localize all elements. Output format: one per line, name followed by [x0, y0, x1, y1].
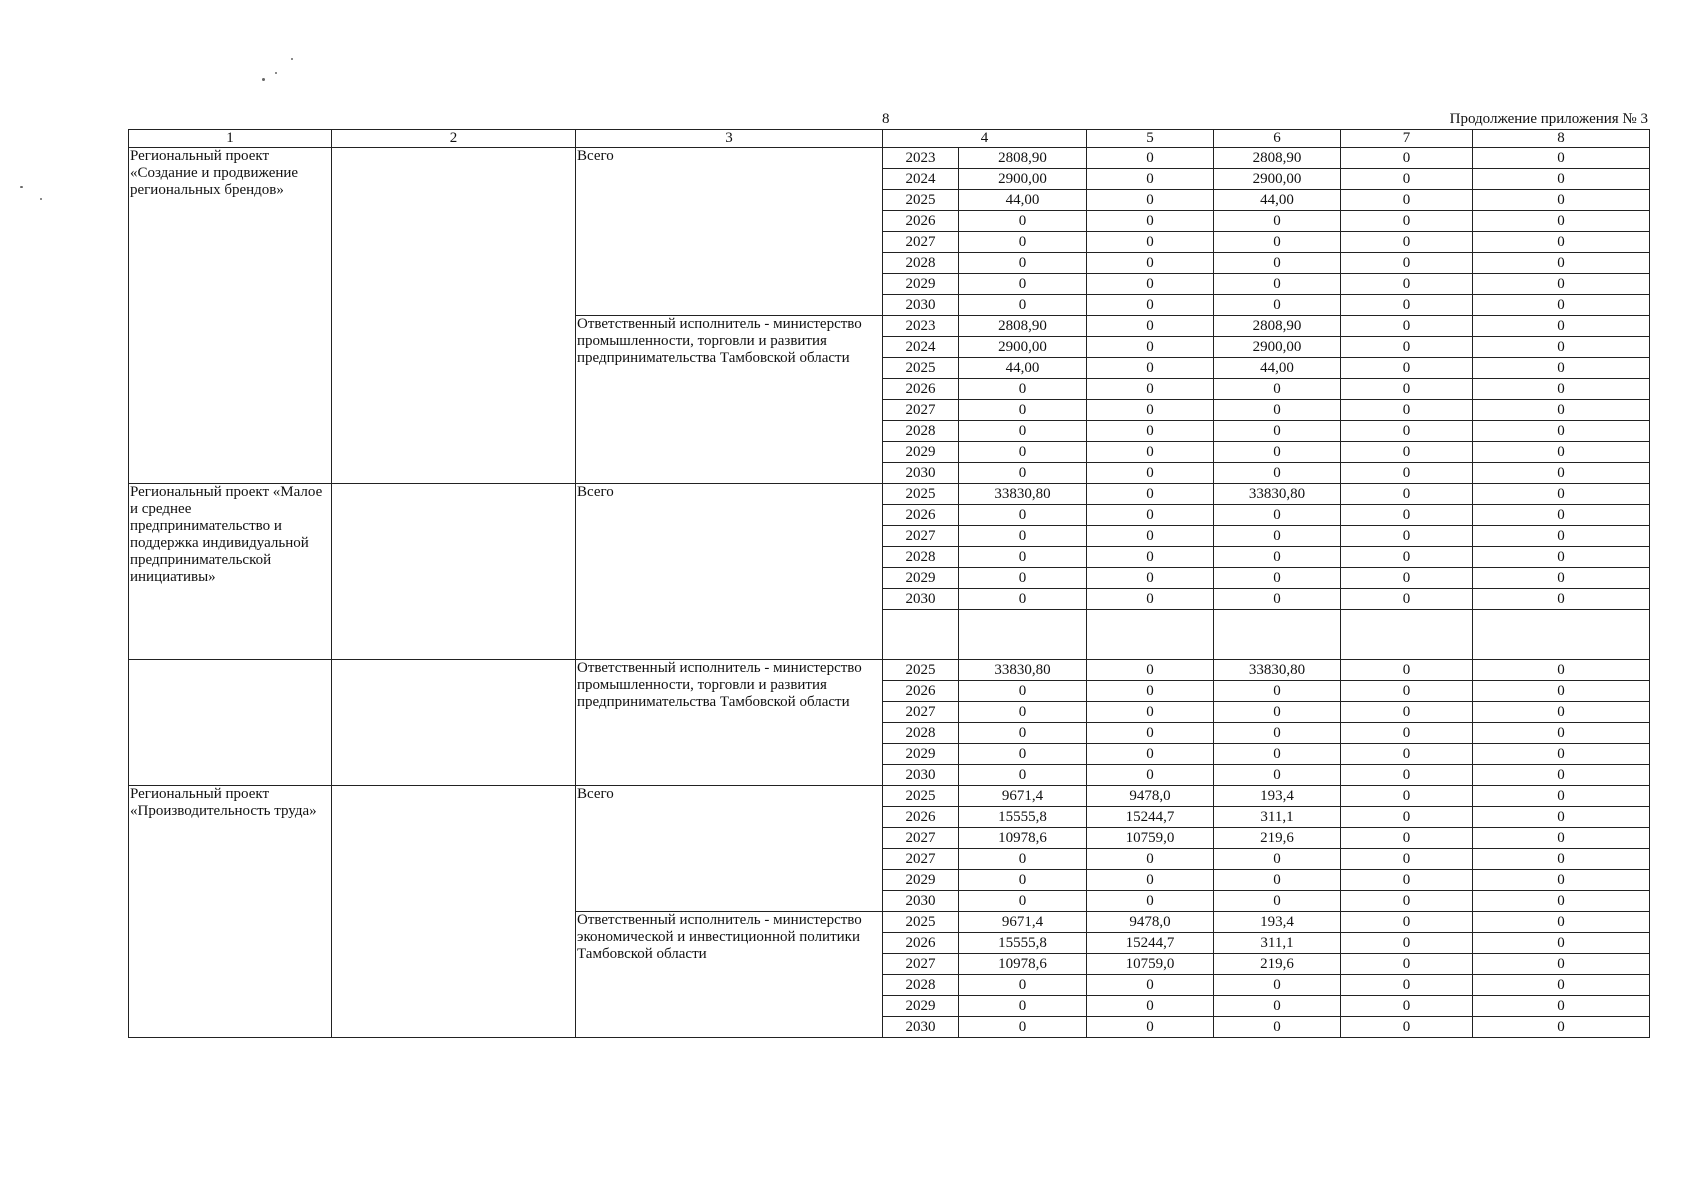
- regional-cell: 0: [1214, 996, 1341, 1017]
- page-number: 8: [882, 111, 890, 127]
- regional-cell: 0: [1214, 702, 1341, 723]
- other-cell: 0: [1473, 589, 1650, 610]
- total-cell: 0: [959, 975, 1087, 996]
- regional-cell: 0: [1214, 681, 1341, 702]
- other-cell: 0: [1473, 870, 1650, 891]
- federal-cell: 0: [1087, 358, 1214, 379]
- total-cell: 0: [959, 295, 1087, 316]
- total-cell: 0: [959, 849, 1087, 870]
- year-cell: 2027: [883, 828, 959, 849]
- regional-cell: 219,6: [1214, 828, 1341, 849]
- year-cell: 2026: [883, 505, 959, 526]
- column-2-cell: [332, 786, 576, 1038]
- empty-cell: [1341, 610, 1473, 660]
- year-cell: 2030: [883, 589, 959, 610]
- table-row: [129, 786, 1650, 807]
- local-cell: 0: [1341, 954, 1473, 975]
- regional-cell: 2808,90: [1214, 316, 1341, 337]
- year-cell: 2026: [883, 211, 959, 232]
- local-cell: 0: [1341, 589, 1473, 610]
- total-cell: 0: [959, 744, 1087, 765]
- other-cell: 0: [1473, 996, 1650, 1017]
- year-cell: 2030: [883, 463, 959, 484]
- regional-cell: 2900,00: [1214, 169, 1341, 190]
- regional-cell: 0: [1214, 505, 1341, 526]
- local-cell: 0: [1341, 975, 1473, 996]
- regional-cell: 0: [1214, 568, 1341, 589]
- total-cell: 0: [959, 505, 1087, 526]
- project-name-cell: Региональный проект «Малое и среднее предпринимательство и поддержка индивидуальной предпринимательской инициативы»: [129, 484, 332, 660]
- year-cell: 2027: [883, 400, 959, 421]
- federal-cell: 10759,0: [1087, 828, 1214, 849]
- total-cell: 9671,4: [959, 912, 1087, 933]
- federal-cell: 0: [1087, 975, 1214, 996]
- other-cell: 0: [1473, 660, 1650, 681]
- total-cell: 33830,80: [959, 660, 1087, 681]
- total-cell: 10978,6: [959, 954, 1087, 975]
- federal-cell: 15244,7: [1087, 807, 1214, 828]
- scan-speck: [20, 186, 23, 188]
- total-cell: 0: [959, 547, 1087, 568]
- regional-cell: 0: [1214, 891, 1341, 912]
- regional-cell: 0: [1214, 232, 1341, 253]
- table-body: [129, 148, 1650, 1038]
- other-cell: 0: [1473, 828, 1650, 849]
- other-cell: 0: [1473, 568, 1650, 589]
- total-cell: 0: [959, 211, 1087, 232]
- total-cell: 2808,90: [959, 316, 1087, 337]
- local-cell: 0: [1341, 744, 1473, 765]
- executor-cell: Ответственный исполнитель - министерство промышленности, торговли и развития предпринимательства Тамбовской области: [576, 316, 883, 484]
- local-cell: 0: [1341, 723, 1473, 744]
- header-col-8: 8: [1473, 130, 1650, 148]
- column-number-row: [129, 130, 1650, 148]
- local-cell: 0: [1341, 211, 1473, 232]
- other-cell: 0: [1473, 442, 1650, 463]
- federal-cell: 0: [1087, 660, 1214, 681]
- total-cell: 10978,6: [959, 828, 1087, 849]
- scan-speck: [275, 72, 277, 74]
- total-cell: 0: [959, 702, 1087, 723]
- federal-cell: 0: [1087, 526, 1214, 547]
- other-cell: 0: [1473, 295, 1650, 316]
- year-cell: 2024: [883, 169, 959, 190]
- local-cell: 0: [1341, 505, 1473, 526]
- year-cell: 2026: [883, 807, 959, 828]
- federal-cell: 0: [1087, 295, 1214, 316]
- total-cell: 0: [959, 723, 1087, 744]
- regional-cell: 0: [1214, 421, 1341, 442]
- total-cell: 0: [959, 681, 1087, 702]
- local-cell: 0: [1341, 358, 1473, 379]
- other-cell: 0: [1473, 744, 1650, 765]
- other-cell: 0: [1473, 505, 1650, 526]
- total-cell: 0: [959, 274, 1087, 295]
- year-cell: 2023: [883, 148, 959, 169]
- other-cell: 0: [1473, 253, 1650, 274]
- federal-cell: 0: [1087, 253, 1214, 274]
- year-cell: 2025: [883, 912, 959, 933]
- federal-cell: 0: [1087, 702, 1214, 723]
- federal-cell: 0: [1087, 379, 1214, 400]
- regional-cell: 33830,80: [1214, 484, 1341, 505]
- year-cell: 2030: [883, 765, 959, 786]
- federal-cell: 0: [1087, 463, 1214, 484]
- header-col-4: 4: [883, 130, 1087, 148]
- federal-cell: 0: [1087, 190, 1214, 211]
- local-cell: 0: [1341, 870, 1473, 891]
- empty-cell: [883, 610, 959, 660]
- year-cell: 2024: [883, 337, 959, 358]
- other-cell: 0: [1473, 274, 1650, 295]
- local-cell: 0: [1341, 316, 1473, 337]
- empty-cell: [1214, 610, 1341, 660]
- local-cell: 0: [1341, 274, 1473, 295]
- local-cell: 0: [1341, 849, 1473, 870]
- other-cell: 0: [1473, 232, 1650, 253]
- regional-cell: 0: [1214, 400, 1341, 421]
- federal-cell: 0: [1087, 870, 1214, 891]
- other-cell: 0: [1473, 933, 1650, 954]
- year-cell: 2026: [883, 681, 959, 702]
- regional-cell: 0: [1214, 870, 1341, 891]
- year-cell: 2027: [883, 702, 959, 723]
- regional-cell: 0: [1214, 211, 1341, 232]
- regional-cell: 311,1: [1214, 933, 1341, 954]
- year-cell: 2026: [883, 379, 959, 400]
- federal-cell: 0: [1087, 681, 1214, 702]
- total-cell: 0: [959, 379, 1087, 400]
- local-cell: 0: [1341, 169, 1473, 190]
- year-cell: 2028: [883, 723, 959, 744]
- year-cell: 2029: [883, 442, 959, 463]
- executor-cell: Ответственный исполнитель - министерство экономической и инвестиционной политики Тамбовской области: [576, 912, 883, 1038]
- total-cell: 44,00: [959, 190, 1087, 211]
- other-cell: 0: [1473, 723, 1650, 744]
- local-cell: 0: [1341, 337, 1473, 358]
- year-cell: 2027: [883, 526, 959, 547]
- total-cell: 0: [959, 568, 1087, 589]
- other-cell: 0: [1473, 807, 1650, 828]
- year-cell: 2028: [883, 253, 959, 274]
- header-col-2: 2: [332, 130, 576, 148]
- local-cell: 0: [1341, 526, 1473, 547]
- federal-cell: 0: [1087, 891, 1214, 912]
- year-cell: 2029: [883, 274, 959, 295]
- year-cell: 2029: [883, 870, 959, 891]
- header-col-6: 6: [1214, 130, 1341, 148]
- regional-cell: 44,00: [1214, 358, 1341, 379]
- year-cell: 2029: [883, 568, 959, 589]
- total-cell: 0: [959, 421, 1087, 442]
- total-cell: 0: [959, 870, 1087, 891]
- year-cell: 2027: [883, 232, 959, 253]
- other-cell: 0: [1473, 912, 1650, 933]
- federal-cell: 9478,0: [1087, 912, 1214, 933]
- year-cell: 2028: [883, 547, 959, 568]
- local-cell: 0: [1341, 891, 1473, 912]
- project-name-cell: Региональный проект «Производительность труда»: [129, 786, 332, 1038]
- total-cell: 0: [959, 765, 1087, 786]
- local-cell: 0: [1341, 681, 1473, 702]
- federal-cell: 0: [1087, 484, 1214, 505]
- local-cell: 0: [1341, 190, 1473, 211]
- year-cell: 2026: [883, 933, 959, 954]
- total-cell: 0: [959, 1017, 1087, 1038]
- financing-table: [128, 129, 1650, 1038]
- regional-cell: 0: [1214, 442, 1341, 463]
- other-cell: 0: [1473, 421, 1650, 442]
- other-cell: 0: [1473, 547, 1650, 568]
- federal-cell: 0: [1087, 568, 1214, 589]
- total-cell: 0: [959, 232, 1087, 253]
- regional-cell: 0: [1214, 547, 1341, 568]
- regional-cell: 0: [1214, 975, 1341, 996]
- federal-cell: 0: [1087, 274, 1214, 295]
- table-row: [129, 148, 1650, 169]
- total-cell: 0: [959, 891, 1087, 912]
- regional-cell: 0: [1214, 526, 1341, 547]
- other-cell: 0: [1473, 337, 1650, 358]
- other-cell: 0: [1473, 1017, 1650, 1038]
- local-cell: 0: [1341, 295, 1473, 316]
- other-cell: 0: [1473, 849, 1650, 870]
- column-2-cell: [332, 660, 576, 786]
- year-cell: 2029: [883, 996, 959, 1017]
- federal-cell: 15244,7: [1087, 933, 1214, 954]
- year-cell: 2027: [883, 954, 959, 975]
- local-cell: 0: [1341, 442, 1473, 463]
- local-cell: 0: [1341, 232, 1473, 253]
- total-cell: 0: [959, 253, 1087, 274]
- federal-cell: 0: [1087, 849, 1214, 870]
- local-cell: 0: [1341, 996, 1473, 1017]
- federal-cell: 0: [1087, 232, 1214, 253]
- local-cell: 0: [1341, 253, 1473, 274]
- regional-cell: 0: [1214, 463, 1341, 484]
- local-cell: 0: [1341, 463, 1473, 484]
- regional-cell: 0: [1214, 379, 1341, 400]
- federal-cell: 0: [1087, 723, 1214, 744]
- total-cell: 15555,8: [959, 933, 1087, 954]
- year-cell: 2027: [883, 849, 959, 870]
- header-col-5: 5: [1087, 130, 1214, 148]
- other-cell: 0: [1473, 765, 1650, 786]
- total-cell: 2900,00: [959, 337, 1087, 358]
- total-cell: 15555,8: [959, 807, 1087, 828]
- local-cell: 0: [1341, 1017, 1473, 1038]
- scan-speck: [262, 78, 265, 81]
- federal-cell: 0: [1087, 996, 1214, 1017]
- total-cell: 0: [959, 400, 1087, 421]
- federal-cell: 0: [1087, 211, 1214, 232]
- federal-cell: 0: [1087, 148, 1214, 169]
- scan-speck: [291, 58, 293, 60]
- regional-cell: 44,00: [1214, 190, 1341, 211]
- other-cell: 0: [1473, 190, 1650, 211]
- regional-cell: 193,4: [1214, 786, 1341, 807]
- regional-cell: 0: [1214, 274, 1341, 295]
- federal-cell: 0: [1087, 744, 1214, 765]
- year-cell: 2025: [883, 660, 959, 681]
- project-name-cell: Региональный проект «Создание и продвижение региональных брендов»: [129, 148, 332, 484]
- regional-cell: 219,6: [1214, 954, 1341, 975]
- regional-cell: 0: [1214, 849, 1341, 870]
- executor-cell: Всего: [576, 786, 883, 912]
- federal-cell: 0: [1087, 337, 1214, 358]
- total-cell: 0: [959, 442, 1087, 463]
- total-cell: 44,00: [959, 358, 1087, 379]
- other-cell: 0: [1473, 211, 1650, 232]
- empty-cell: [1473, 610, 1650, 660]
- other-cell: 0: [1473, 954, 1650, 975]
- table-row: [129, 484, 1650, 505]
- other-cell: 0: [1473, 400, 1650, 421]
- table-row: [129, 660, 1650, 681]
- other-cell: 0: [1473, 526, 1650, 547]
- other-cell: 0: [1473, 358, 1650, 379]
- total-cell: 0: [959, 996, 1087, 1017]
- local-cell: 0: [1341, 660, 1473, 681]
- federal-cell: 9478,0: [1087, 786, 1214, 807]
- total-cell: 0: [959, 526, 1087, 547]
- regional-cell: 193,4: [1214, 912, 1341, 933]
- local-cell: 0: [1341, 702, 1473, 723]
- other-cell: 0: [1473, 975, 1650, 996]
- other-cell: 0: [1473, 484, 1650, 505]
- local-cell: 0: [1341, 421, 1473, 442]
- total-cell: 2808,90: [959, 148, 1087, 169]
- empty-cell: [1087, 610, 1214, 660]
- local-cell: 0: [1341, 400, 1473, 421]
- local-cell: 0: [1341, 484, 1473, 505]
- regional-cell: 0: [1214, 589, 1341, 610]
- year-cell: 2028: [883, 421, 959, 442]
- other-cell: 0: [1473, 786, 1650, 807]
- other-cell: 0: [1473, 316, 1650, 337]
- header-col-1: 1: [129, 130, 332, 148]
- column-2-cell: [332, 148, 576, 484]
- local-cell: 0: [1341, 786, 1473, 807]
- other-cell: 0: [1473, 379, 1650, 400]
- regional-cell: 0: [1214, 1017, 1341, 1038]
- year-cell: 2030: [883, 295, 959, 316]
- federal-cell: 0: [1087, 547, 1214, 568]
- regional-cell: 2900,00: [1214, 337, 1341, 358]
- regional-cell: 311,1: [1214, 807, 1341, 828]
- other-cell: 0: [1473, 681, 1650, 702]
- regional-cell: 33830,80: [1214, 660, 1341, 681]
- local-cell: 0: [1341, 765, 1473, 786]
- continuation-note: Продолжение приложения № 3: [1449, 111, 1648, 127]
- other-cell: 0: [1473, 169, 1650, 190]
- federal-cell: 0: [1087, 421, 1214, 442]
- other-cell: 0: [1473, 148, 1650, 169]
- year-cell: 2030: [883, 1017, 959, 1038]
- total-cell: 33830,80: [959, 484, 1087, 505]
- federal-cell: 0: [1087, 1017, 1214, 1038]
- year-cell: 2025: [883, 190, 959, 211]
- regional-cell: 0: [1214, 765, 1341, 786]
- column-2-cell: [332, 484, 576, 660]
- other-cell: 0: [1473, 702, 1650, 723]
- executor-cell: Всего: [576, 484, 883, 660]
- federal-cell: 0: [1087, 442, 1214, 463]
- regional-cell: 0: [1214, 295, 1341, 316]
- local-cell: 0: [1341, 807, 1473, 828]
- federal-cell: 10759,0: [1087, 954, 1214, 975]
- federal-cell: 0: [1087, 169, 1214, 190]
- total-cell: 9671,4: [959, 786, 1087, 807]
- federal-cell: 0: [1087, 400, 1214, 421]
- regional-cell: 0: [1214, 723, 1341, 744]
- year-cell: 2025: [883, 358, 959, 379]
- executor-cell: Всего: [576, 148, 883, 316]
- federal-cell: 0: [1087, 765, 1214, 786]
- year-cell: 2025: [883, 786, 959, 807]
- scan-speck: [40, 198, 42, 200]
- year-cell: 2028: [883, 975, 959, 996]
- local-cell: 0: [1341, 828, 1473, 849]
- regional-cell: 0: [1214, 744, 1341, 765]
- year-cell: 2030: [883, 891, 959, 912]
- executor-cell: Ответственный исполнитель - министерство промышленности, торговли и развития предпринимательства Тамбовской области: [576, 660, 883, 786]
- local-cell: 0: [1341, 568, 1473, 589]
- federal-cell: 0: [1087, 589, 1214, 610]
- project-name-cell: [129, 660, 332, 786]
- empty-cell: [959, 610, 1087, 660]
- local-cell: 0: [1341, 912, 1473, 933]
- total-cell: 2900,00: [959, 169, 1087, 190]
- year-cell: 2025: [883, 484, 959, 505]
- other-cell: 0: [1473, 463, 1650, 484]
- local-cell: 0: [1341, 547, 1473, 568]
- federal-cell: 0: [1087, 316, 1214, 337]
- total-cell: 0: [959, 589, 1087, 610]
- local-cell: 0: [1341, 148, 1473, 169]
- regional-cell: 0: [1214, 253, 1341, 274]
- year-cell: 2023: [883, 316, 959, 337]
- header-col-3: 3: [576, 130, 883, 148]
- header-col-7: 7: [1341, 130, 1473, 148]
- total-cell: 0: [959, 463, 1087, 484]
- federal-cell: 0: [1087, 505, 1214, 526]
- regional-cell: 2808,90: [1214, 148, 1341, 169]
- local-cell: 0: [1341, 933, 1473, 954]
- year-cell: 2029: [883, 744, 959, 765]
- other-cell: 0: [1473, 891, 1650, 912]
- local-cell: 0: [1341, 379, 1473, 400]
